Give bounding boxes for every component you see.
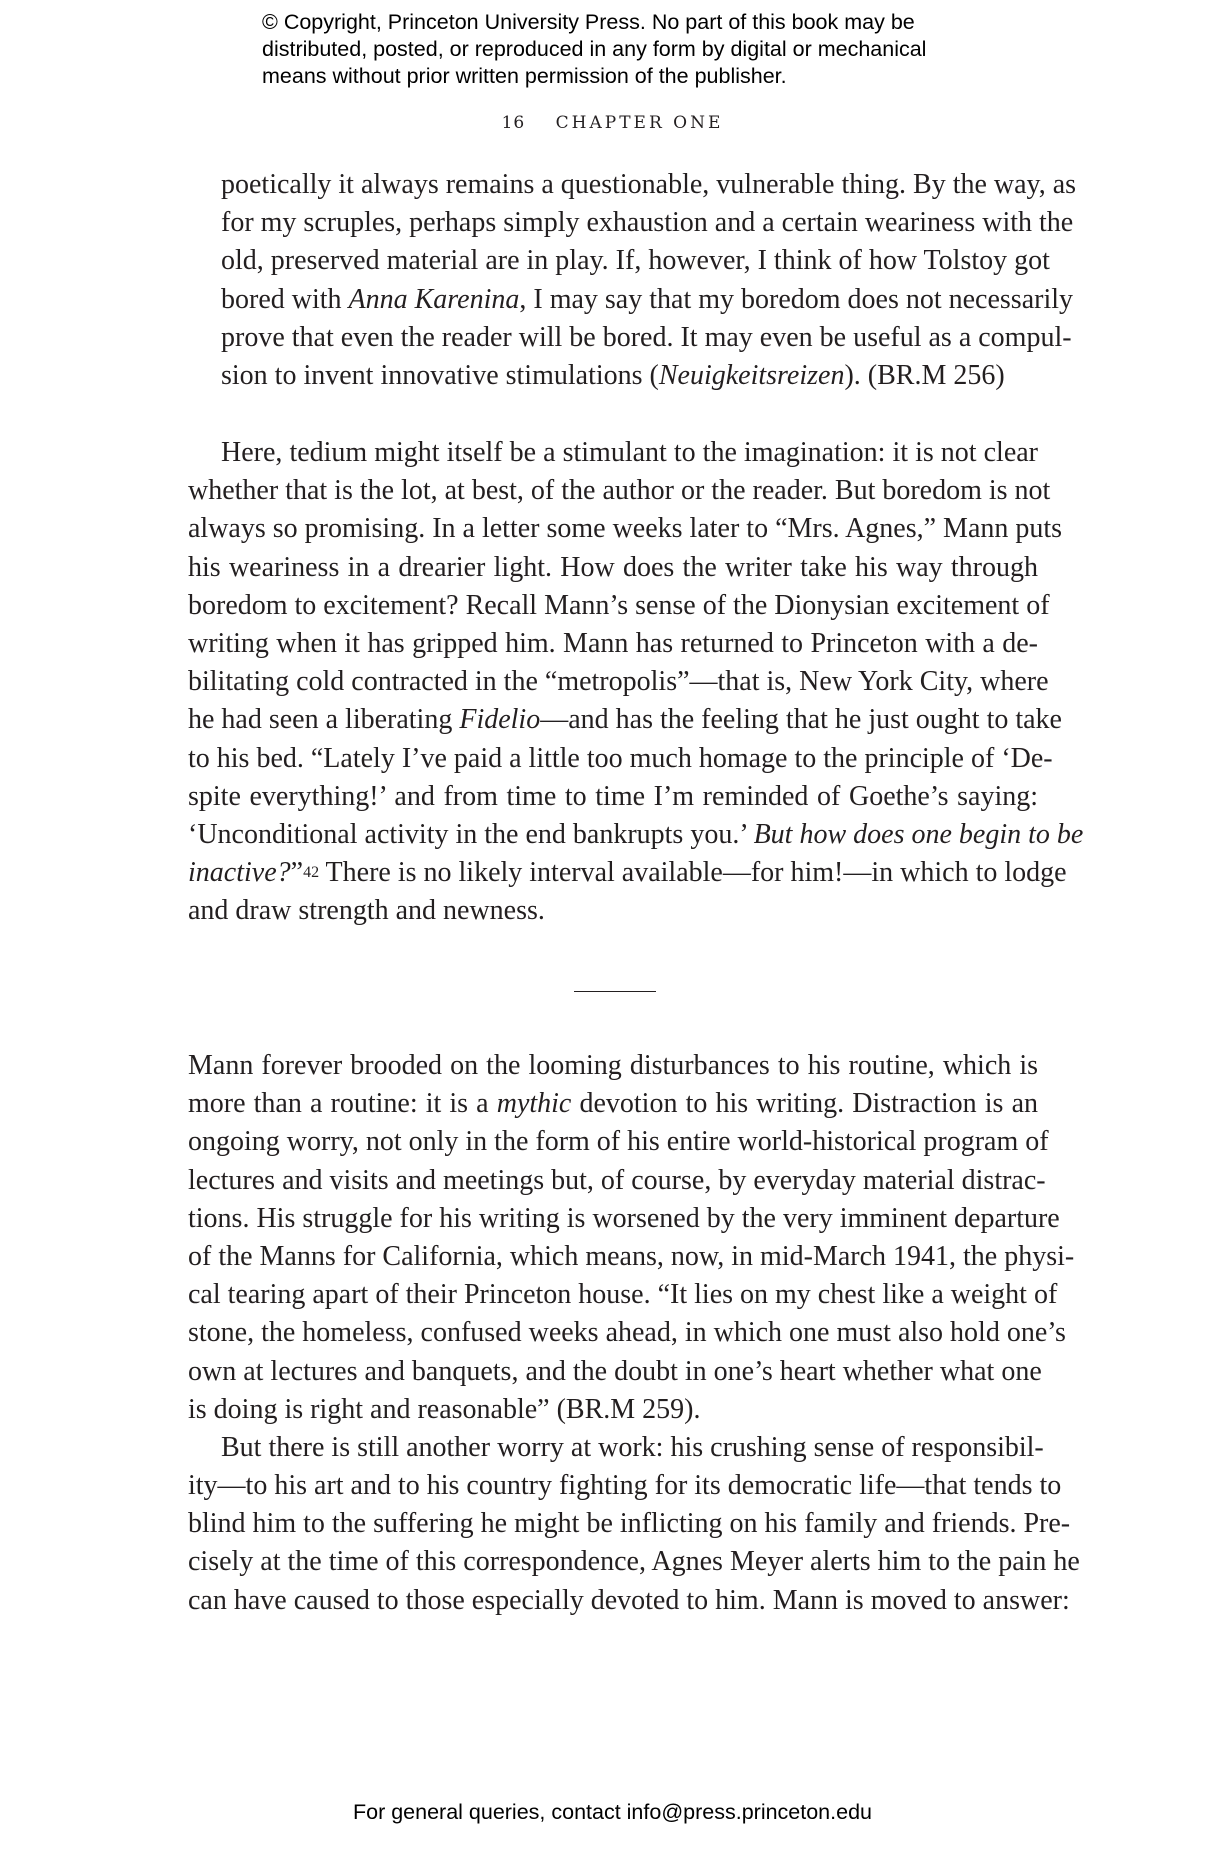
section-break-rule — [574, 991, 656, 992]
text-line: poetically it always remains a questionable, vulnerable thing. By the way, as — [221, 169, 1077, 200]
text-line: tions. His struggle for his writing is worsened by the very imminent departure — [188, 1202, 1060, 1234]
italic-quote: inactive? — [188, 857, 291, 889]
text-line — [188, 701, 1062, 739]
text-line: his weariness in a drearier light. How does the writer take his way through — [188, 551, 1038, 583]
copyright-line: means without prior written permission of the publisher. — [262, 64, 787, 88]
paragraph — [188, 1047, 1080, 1620]
text-line: spite everything!’ and from time to time I’m reminded of Goethe’s saying: — [188, 780, 1038, 812]
text-run: ‘Unconditional activity in the end bankrupts you.’ — [188, 818, 754, 850]
text-line: ongoing worry, not only in the form of his entire world-historical program of — [188, 1126, 1049, 1158]
text-line: prove that even the reader will be bored. It may even be useful as a compul- — [221, 321, 1072, 353]
text-line: of the Manns for California, which means, now, in mid-March 1941, the physi- — [188, 1240, 1075, 1272]
text-line: whether that is the lot, at best, of the author or the reader. But boredom is not — [188, 475, 1051, 507]
running-head — [0, 113, 1225, 133]
text-line: old, preserved material are in play. If, however, I think of how Tolstoy got — [221, 245, 1050, 277]
copyright-line: distributed, posted, or reproduced in any form by digital or mechanical — [262, 37, 927, 61]
text-run: ” — [290, 857, 304, 889]
text-run: devotion to his writing. Distraction is an — [571, 1088, 1038, 1120]
text-line: is doing is right and reasonable” (BR.M 259). — [188, 1393, 701, 1425]
text-run: bored with — [221, 283, 349, 315]
chapter-title: CHAPTER ONE — [555, 113, 724, 133]
text-line: writing when it has gripped him. Mann has returned to Princeton with a de- — [188, 627, 1038, 659]
text-run: more than a routine: it is a — [188, 1088, 497, 1120]
text-line — [188, 816, 1084, 854]
text-line: to his bed. “Lately I’ve paid a little too much homage to the principle of ‘De- — [188, 742, 1053, 774]
page-number: 16 — [501, 113, 526, 133]
paragraph — [188, 434, 1084, 930]
text-line: and draw strength and newness. — [188, 895, 545, 927]
text-line — [188, 854, 1067, 892]
text-line: for my scruples, perhaps simply exhaustion and a certain weariness with the — [221, 207, 1074, 239]
text-line — [188, 1085, 1038, 1123]
italic-title: Anna Karenina — [348, 283, 520, 315]
text-line: cisely at the time of this correspondence, Agnes Meyer alerts him to the pain he — [188, 1546, 1080, 1578]
text-run: , I may say that my boredom does not necessarily — [519, 283, 1074, 315]
italic-word: mythic — [496, 1088, 572, 1120]
text-line — [221, 357, 1038, 395]
italic-quote: But how does one begin to be — [753, 818, 1084, 850]
footer-contact: For general queries, contact info@press.princeton.edu — [352, 1800, 872, 1824]
text-line: ity—to his art and to his country fighting for its democratic life—that tends to — [188, 1470, 1062, 1502]
italic-term: Neuigkeitsreizen — [658, 359, 845, 391]
text-run: ). (BR.M 256) — [844, 359, 1005, 391]
text-line: bilitating cold contracted in the “metropolis”—that is, New York City, where — [188, 666, 1049, 698]
text-line: Here, tedium might itself be a stimulant to the imagination: it is not clear — [221, 437, 1038, 468]
footnote-ref: 42 — [303, 864, 320, 882]
block-quote — [221, 166, 1077, 395]
text-line: boredom to excitement? Recall Mann’s sense of the Dionysian excitement of — [188, 589, 1050, 621]
copyright-line: © Copyright, Princeton University Press. No part of this book may be — [262, 10, 915, 34]
text-line: lectures and visits and meetings but, of course, by everyday material distrac- — [188, 1164, 1046, 1196]
text-line — [221, 281, 1074, 319]
text-line: own at lectures and banquets, and the doubt in one’s heart whether what one — [188, 1355, 1042, 1387]
text-line: But there is still another worry at work: his crushing sense of responsibil- — [221, 1431, 1044, 1463]
text-line: cal tearing apart of their Princeton house. “It lies on my chest like a weight of — [188, 1279, 1058, 1311]
text-line: always so promising. In a letter some weeks later to “Mrs. Agnes,” Mann puts — [188, 513, 1063, 545]
italic-title: Fidelio — [459, 704, 541, 736]
text-line: can have caused to those especially devoted to him. Mann is moved to answer: — [188, 1584, 1070, 1616]
text-line: stone, the homeless, confused weeks ahead, in which one must also hold one’s — [188, 1317, 1066, 1349]
text-run: he had seen a liberating — [188, 704, 460, 736]
text-line: Mann forever brooded on the looming disturbances to his routine, which is — [188, 1050, 1038, 1081]
text-run: There is no likely interval available—for him!—in which to lodge — [319, 857, 1067, 889]
text-run: sion to invent innovative stimulations ( — [221, 359, 659, 391]
copyright-notice — [262, 9, 1022, 90]
text-run: —and has the feeling that he just ought to take — [540, 704, 1062, 736]
text-line: blind him to the suffering he might be inflicting on his family and friends. Pre- — [188, 1508, 1071, 1540]
